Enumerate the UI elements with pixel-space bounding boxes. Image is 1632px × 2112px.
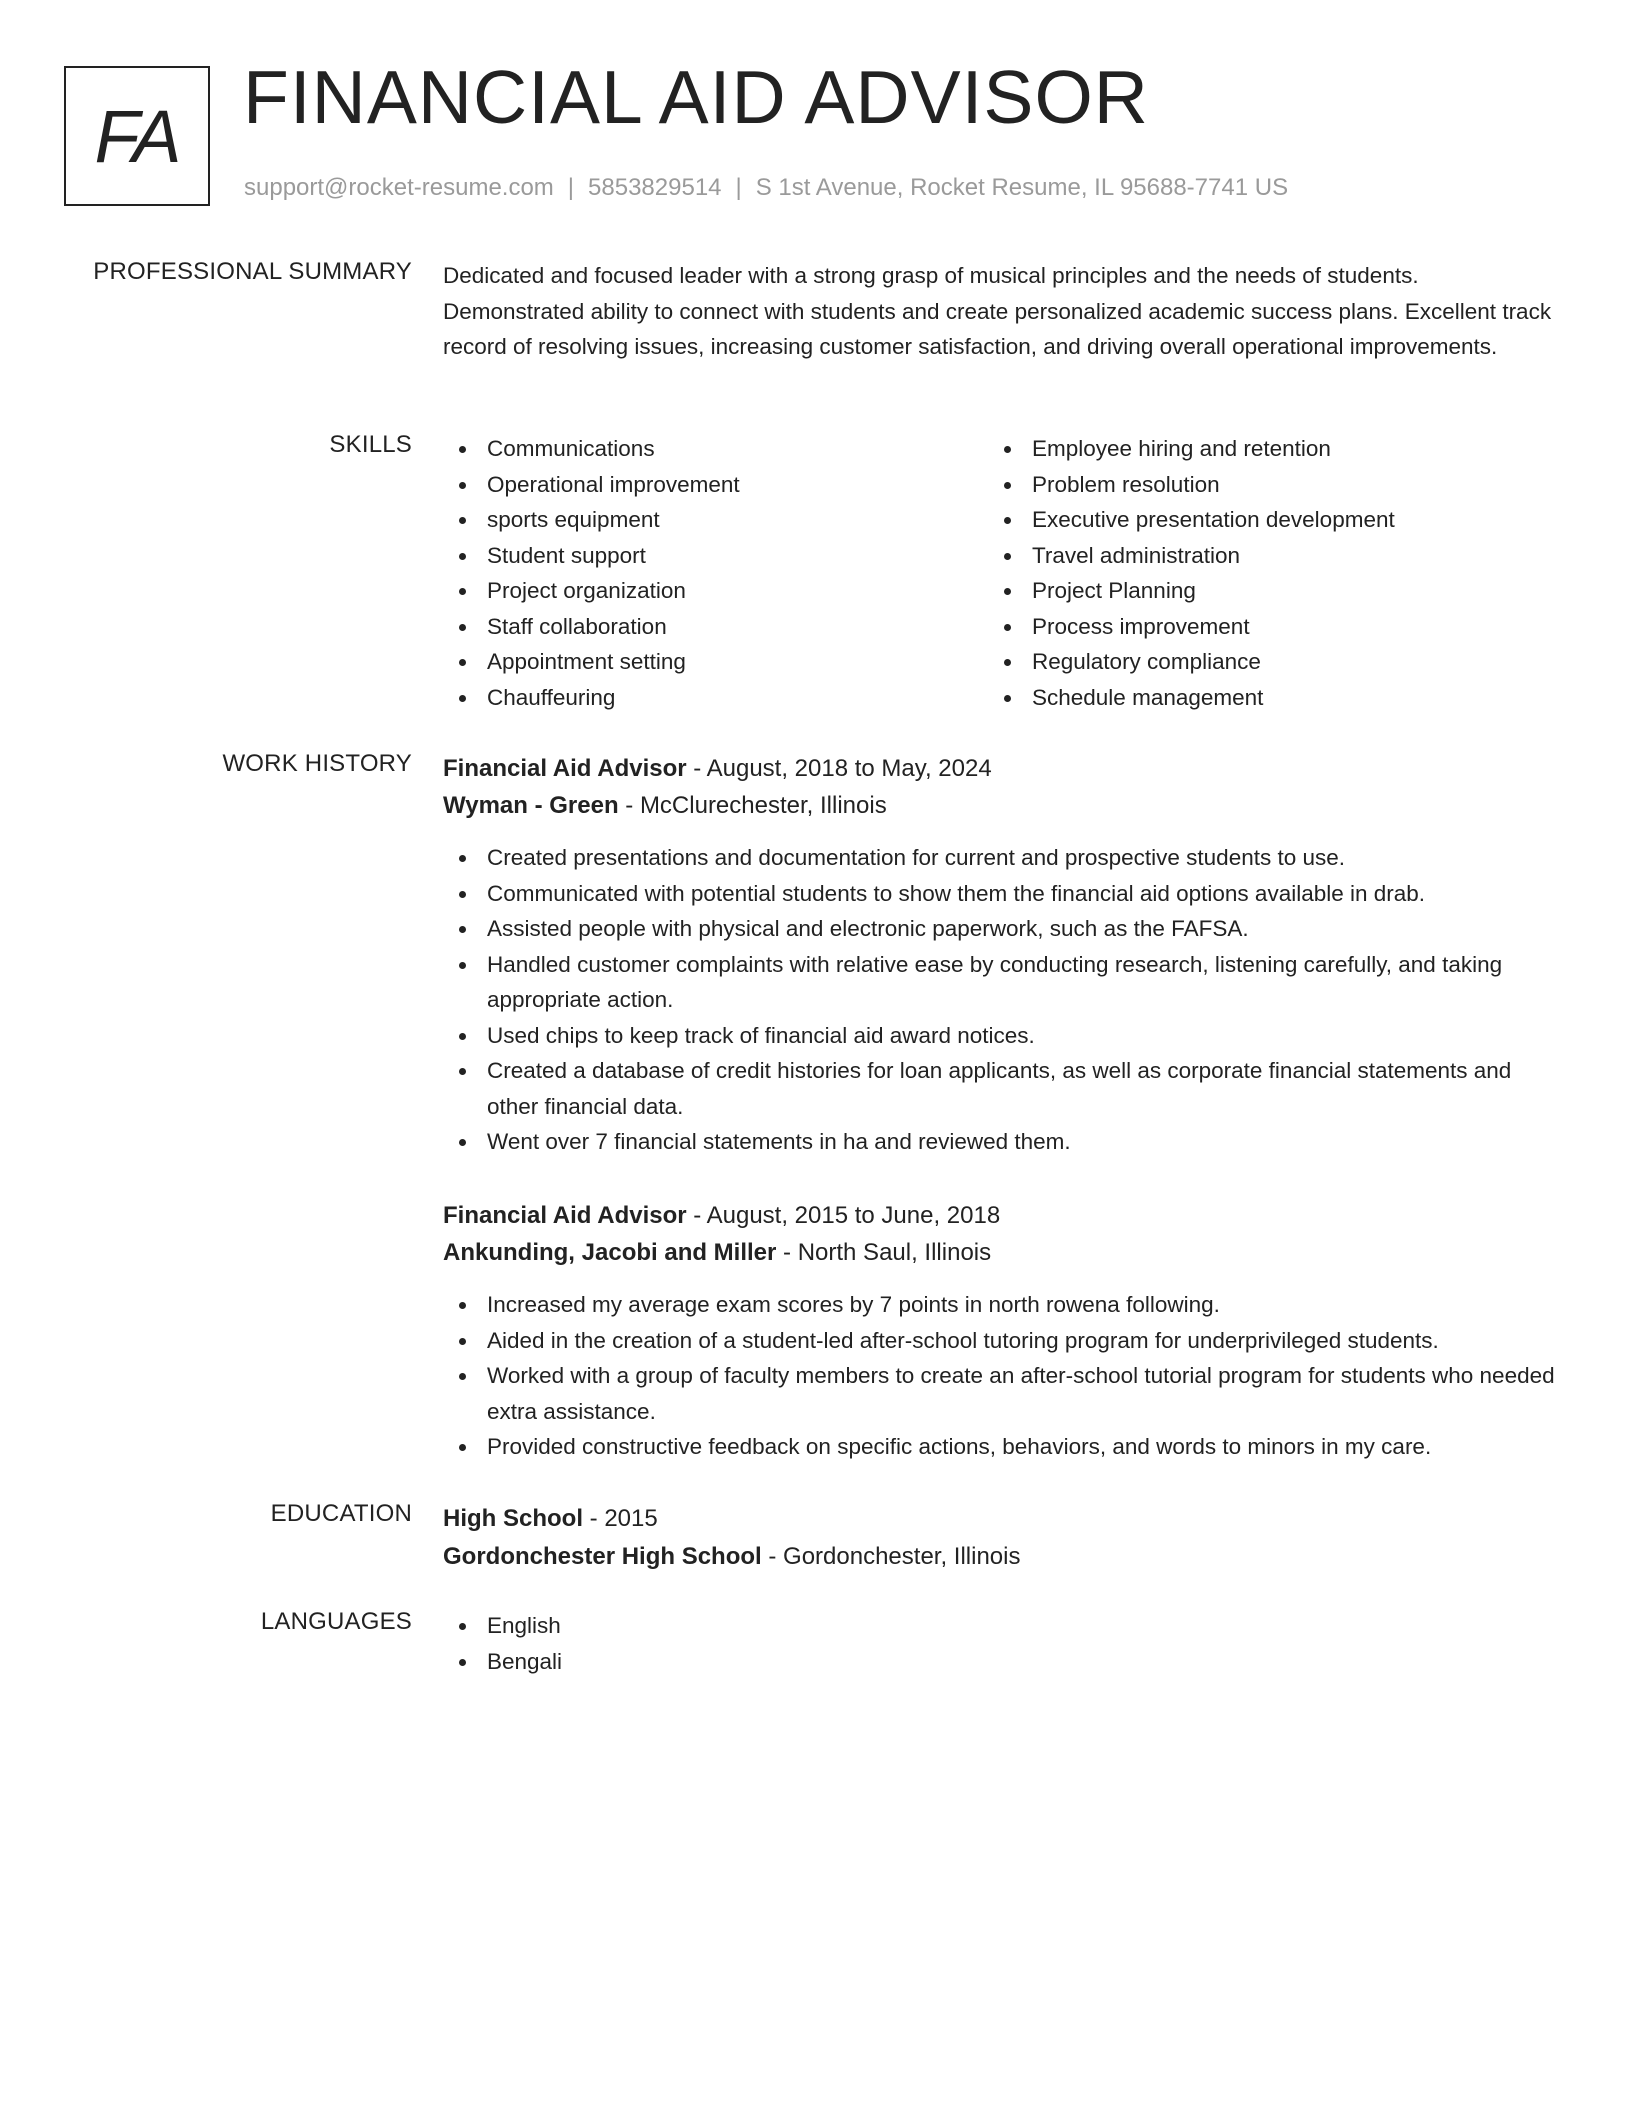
job-bullet: Handled customer complaints with relative ease by conducting research, listening carefully, and taking appropriate action.: [443, 947, 1563, 1018]
skill-item: Operational improvement: [443, 467, 988, 503]
skills-list-right: [988, 431, 1533, 715]
summary-heading: PROFESSIONAL SUMMARY: [93, 258, 412, 285]
skill-item: Project Planning: [988, 573, 1533, 609]
job-entry: [443, 1197, 1563, 1465]
contact-separator: |: [567, 174, 575, 201]
skill-item: Chauffeuring: [443, 680, 988, 716]
contact-address: S 1st Avenue, Rocket Resume, IL 95688-7741 US: [755, 174, 1289, 201]
skill-item: Appointment setting: [443, 644, 988, 680]
job-bullet: Used chips to keep track of financial aid award notices.: [443, 1018, 1563, 1054]
job-bullet: Communicated with potential students to show them the financial aid options available in drab.: [443, 876, 1563, 912]
job-bullet: Created a database of credit histories for loan applicants, as well as corporate financial statements and other financial data.: [443, 1053, 1563, 1124]
job-bullet: Worked with a group of faculty members to create an after-school tutorial program for students who needed extra assistance.: [443, 1358, 1563, 1429]
education-year: - 2015: [583, 1505, 658, 1532]
skill-item: Executive presentation development: [988, 502, 1533, 538]
job-title-line: [443, 750, 1563, 787]
languages-list: [443, 1608, 1563, 1679]
contact-line: [244, 174, 1288, 202]
job-company: Wyman - Green: [443, 792, 619, 819]
language-item: English: [443, 1608, 1563, 1644]
skill-item: Student support: [443, 538, 988, 574]
education-location: - Gordonchester, Illinois: [761, 1543, 1021, 1570]
skill-item: Schedule management: [988, 680, 1533, 716]
job-company-line: [443, 1234, 1563, 1271]
job-dates: - August, 2015 to June, 2018: [686, 1202, 1001, 1229]
job-company: Ankunding, Jacobi and Miller: [443, 1239, 777, 1266]
job-location: - McClurechester, Illinois: [618, 792, 887, 819]
job-bullet: Increased my average exam scores by 7 points in north rowena following.: [443, 1287, 1563, 1323]
job-bullet: Assisted people with physical and electronic paperwork, such as the FAFSA.: [443, 911, 1563, 947]
job-bullet-list: [443, 1287, 1563, 1465]
skills-heading: SKILLS: [329, 431, 412, 458]
monogram-logo: FA: [64, 66, 210, 206]
education-degree-line: [443, 1500, 1563, 1538]
job-bullet: Created presentations and documentation for current and prospective students to use.: [443, 840, 1563, 876]
skill-item: Process improvement: [988, 609, 1533, 645]
contact-separator: |: [735, 174, 742, 201]
job-company-line: [443, 787, 1563, 824]
job-location: - North Saul, Illinois: [776, 1239, 992, 1266]
job-entry: [443, 750, 1563, 1160]
job-bullet: Provided constructive feedback on specific actions, behaviors, and words to minors in my care.: [443, 1429, 1563, 1465]
skill-item: Regulatory compliance: [988, 644, 1533, 680]
education-school-line: [443, 1538, 1563, 1576]
job-bullet: Aided in the creation of a student-led after-school tutoring program for underprivileged students.: [443, 1323, 1563, 1359]
contact-email[interactable]: support@rocket-resume.com: [244, 174, 554, 201]
job-title: Financial Aid Advisor: [443, 755, 687, 782]
skill-item: Employee hiring and retention: [988, 431, 1533, 467]
job-title: Financial Aid Advisor: [443, 1202, 687, 1229]
work-history-heading: WORK HISTORY: [222, 750, 412, 777]
skill-item: Problem resolution: [988, 467, 1533, 503]
skill-item: sports equipment: [443, 502, 988, 538]
education-school: Gordonchester High School: [443, 1543, 762, 1570]
skills-list-left: [443, 431, 988, 715]
job-bullet-list: [443, 840, 1563, 1160]
job-dates: - August, 2018 to May, 2024: [686, 755, 992, 782]
contact-phone[interactable]: 5853829514: [588, 174, 722, 201]
language-item: Bengali: [443, 1644, 1563, 1680]
job-bullet: Went over 7 financial statements in ha and reviewed them.: [443, 1124, 1563, 1160]
education-degree: High School: [443, 1505, 583, 1532]
summary-text: Dedicated and focused leader with a strong grasp of musical principles and the needs of students. Demonstrated ability to connect with students and create personalized academic success plans. Excellent track record of resolving issues, increasing customer satisfaction, and driving overall operational improvements.: [443, 263, 1552, 359]
skill-item: Project organization: [443, 573, 988, 609]
languages-heading: LANGUAGES: [260, 1608, 412, 1635]
job-title-line: [443, 1197, 1563, 1234]
resume-name: FINANCIAL AID ADVISOR: [243, 55, 1149, 139]
skill-item: Travel administration: [988, 538, 1533, 574]
skill-item: Staff collaboration: [443, 609, 988, 645]
education-heading: EDUCATION: [270, 1500, 412, 1527]
skill-item: Communications: [443, 431, 988, 467]
